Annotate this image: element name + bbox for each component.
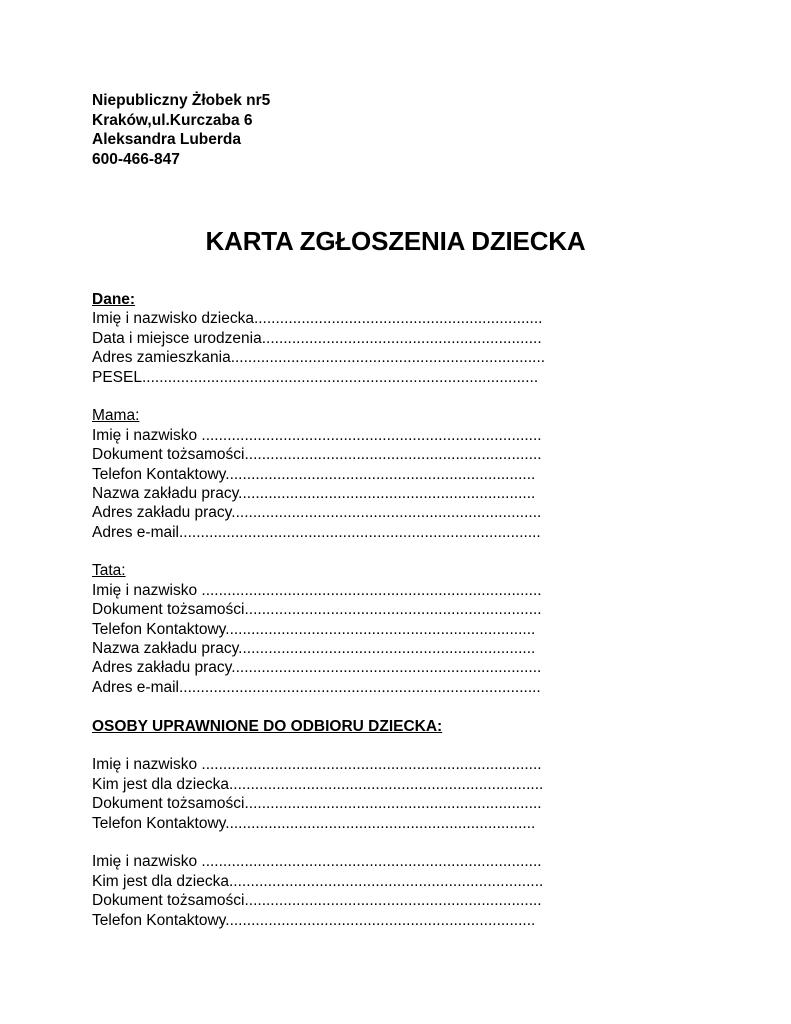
- nursery-phone: 600-466-847: [92, 150, 180, 168]
- spacer: [92, 387, 592, 406]
- field-father-id-document: Dokument tożsamości.....................................................................: [92, 601, 542, 619]
- field-person1-relation: Kim jest dla dziecka.........................................................................: [92, 775, 544, 793]
- field-mother-phone: Telefon Kontaktowy........................................................................: [92, 465, 536, 483]
- registration-form: [92, 290, 592, 930]
- field-person1-phone: Telefon Kontaktowy........................................................................: [92, 814, 536, 832]
- field-person2-id-document: Dokument tożsamości.....................................................................: [92, 892, 542, 910]
- field-father-name: Imię i nazwisko ...............................................................................: [92, 581, 542, 599]
- section-label-authorized-persons: OSOBY UPRAWNIONE DO ODBIORU DZIECKA:: [92, 717, 443, 735]
- field-person1-id-document: Dokument tożsamości.....................................................................: [92, 795, 542, 813]
- section-label-dane: Dane:: [92, 291, 136, 308]
- field-mother-name: Imię i nazwisko ...............................................................................: [92, 426, 542, 444]
- field-pesel: PESEL............................................................................................: [92, 368, 539, 386]
- nursery-contact-person: Aleksandra Luberda: [92, 131, 242, 148]
- form-title: KARTA ZGŁOSZENIA DZIECKA: [205, 226, 586, 256]
- field-mother-workplace-address: Adres zakładu pracy........................................................................: [92, 504, 542, 522]
- field-mother-workplace: Nazwa zakładu pracy.....................................................................: [92, 484, 536, 502]
- nursery-name: Niepubliczny Żłobek nr5: [92, 92, 271, 109]
- section-label-tata: Tata:: [92, 562, 126, 580]
- field-person2-phone: Telefon Kontaktowy........................................................................: [92, 911, 536, 929]
- field-birth-date-place: Data i miejsce urodzenia.................................................................: [92, 329, 542, 347]
- spacer: [92, 736, 592, 755]
- field-father-phone: Telefon Kontaktowy........................................................................: [92, 620, 536, 638]
- field-home-address: Adres zamieszkania.........................................................................: [92, 349, 546, 367]
- spacer: [92, 542, 592, 561]
- field-mother-email: Adres e-mail....................................................................................: [92, 523, 541, 541]
- section-label-mama: Mama:: [92, 407, 140, 425]
- field-mother-id-document: Dokument tożsamości.....................................................................: [92, 446, 542, 464]
- spacer: [92, 697, 592, 716]
- field-person2-relation: Kim jest dla dziecka.........................................................................: [92, 872, 544, 890]
- field-person1-name: Imię i nazwisko ...............................................................................: [92, 756, 542, 774]
- nursery-header: [92, 91, 270, 169]
- field-child-name: Imię i nazwisko dziecka...................................................................: [92, 310, 543, 328]
- spacer: [92, 833, 592, 852]
- nursery-address: Kraków,ul.Kurczaba 6: [92, 111, 253, 129]
- field-father-email: Adres e-mail....................................................................................: [92, 678, 541, 696]
- field-father-workplace-address: Adres zakładu pracy........................................................................: [92, 659, 542, 677]
- field-father-workplace: Nazwa zakładu pracy.....................................................................: [92, 640, 536, 658]
- field-person2-name: Imię i nazwisko ...............................................................................: [92, 853, 542, 871]
